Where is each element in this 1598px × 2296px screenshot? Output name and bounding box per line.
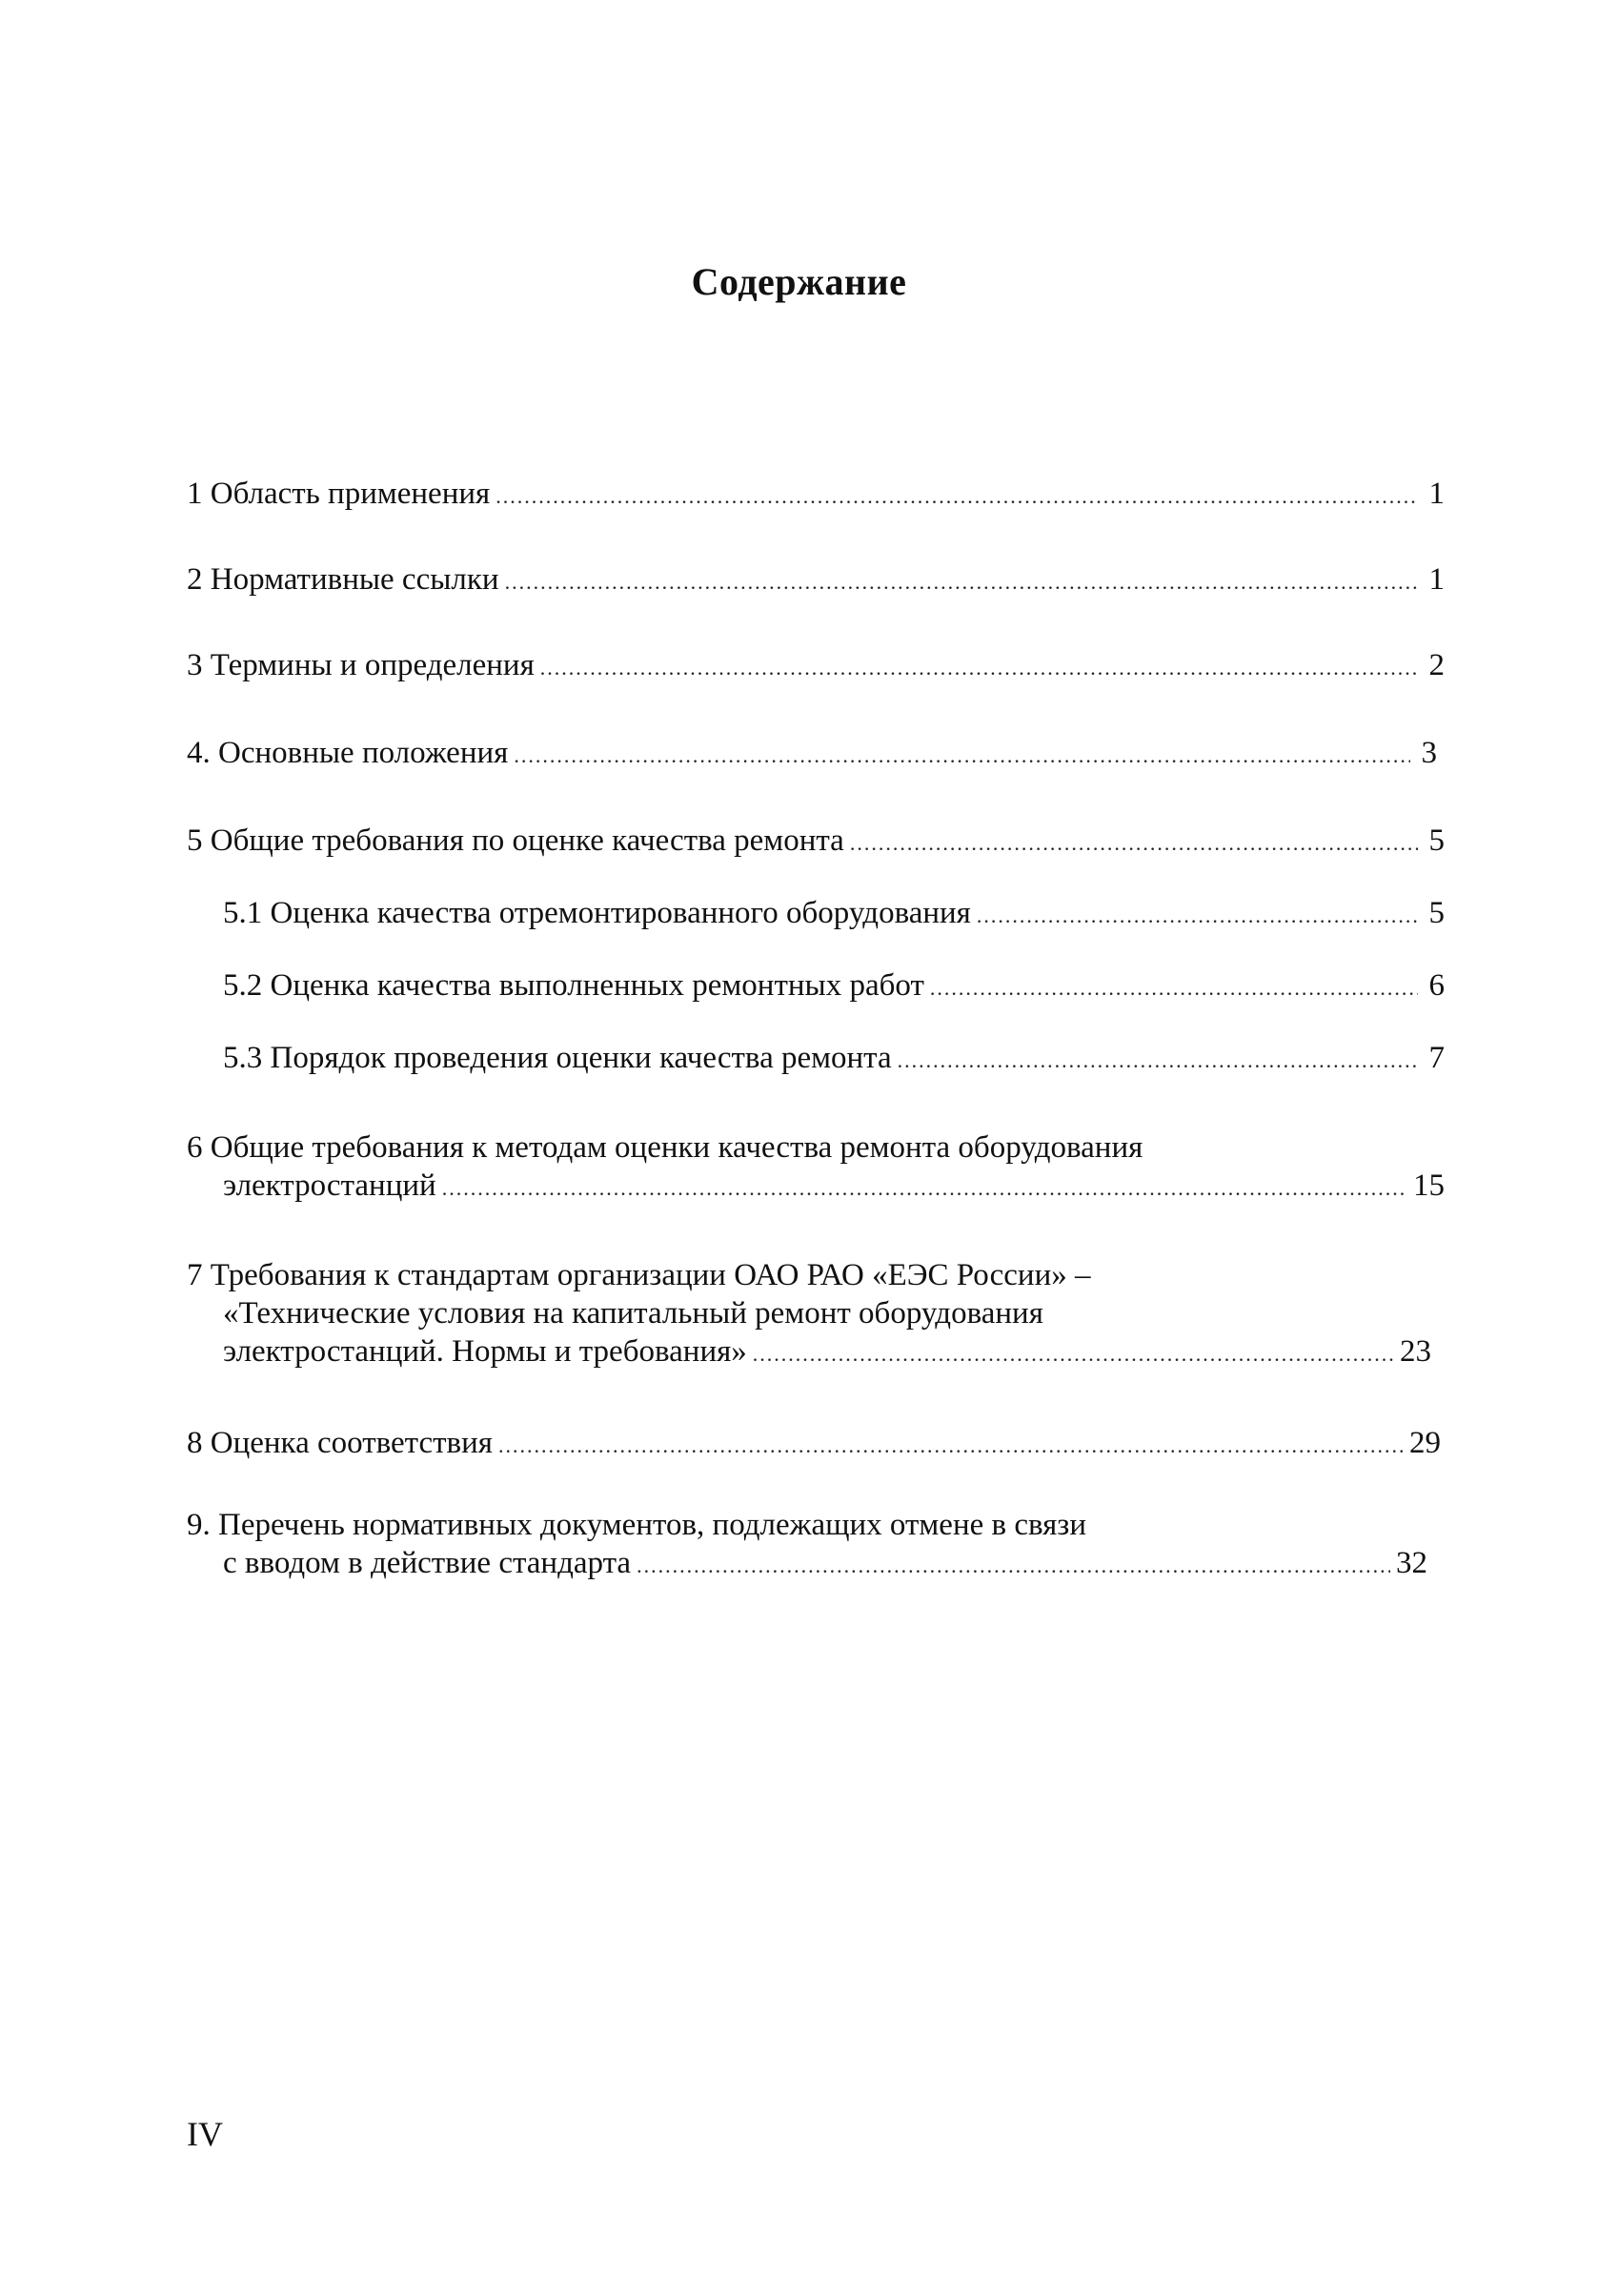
toc-entry[interactable] (187, 560, 1445, 601)
page-number-footer: IV (187, 2115, 223, 2153)
toc-subentry[interactable] (187, 894, 1445, 935)
toc-entry-title: 5.2 Оценка качества выполненных ремонтных работ (223, 968, 924, 1003)
dot-leader (977, 897, 1418, 935)
toc-page-number: 32 (1396, 1546, 1427, 1580)
toc-page-number: 3 (1421, 736, 1437, 770)
dot-leader (637, 1547, 1390, 1585)
toc-entry[interactable] (187, 475, 1445, 516)
toc-entry-title: электростанций. Нормы и требования» (223, 1334, 747, 1369)
toc-page-number: 6 (1428, 968, 1445, 1003)
page-title: Содержание (691, 260, 907, 303)
toc-subentry[interactable] (187, 1039, 1445, 1080)
toc-entry-title-line: 7 Требования к стандартам организации ОАО РАО «ЕЭС России» – (187, 1258, 1091, 1292)
dot-leader (442, 1169, 1407, 1208)
toc-entry-title: 1 Область применения (187, 477, 491, 511)
toc-page-number: 1 (1428, 562, 1445, 597)
toc-entry[interactable] (187, 734, 1437, 775)
toc-page-number: 29 (1409, 1426, 1441, 1460)
toc-entry-title: 5.1 Оценка качества отремонтированного оборудования (223, 896, 971, 930)
toc-page-number: 2 (1428, 648, 1445, 682)
toc-entry-title: 8 Оценка соответствия (187, 1426, 493, 1460)
toc-entry[interactable] (187, 1424, 1441, 1465)
toc-page-number: 1 (1428, 477, 1445, 511)
toc-entry[interactable] (187, 1256, 1431, 1373)
toc-entry-title-line: 9. Перечень нормативных документов, подлежащих отмене в связи (187, 1508, 1086, 1542)
toc-page-number: 15 (1413, 1168, 1445, 1203)
toc-entry[interactable] (187, 822, 1445, 863)
toc-entry[interactable] (187, 1128, 1445, 1208)
toc-entry-title: с вводом в действие стандарта (223, 1546, 632, 1580)
toc-entry-title: 5.3 Порядок проведения оценки качества ремонта (223, 1041, 892, 1075)
toc-entry-title-line: «Технические условия на капитальный ремонт оборудования (223, 1296, 1043, 1331)
dot-leader (753, 1335, 1394, 1373)
dot-leader (898, 1042, 1418, 1080)
toc-entry-title: 5 Общие требования по оценке качества ремонта (187, 823, 844, 858)
dot-leader (498, 1427, 1404, 1465)
toc-entry-title: 4. Основные положения (187, 736, 509, 770)
toc-entry-title: 2 Нормативные ссылки (187, 562, 499, 597)
toc-entry[interactable] (187, 1506, 1427, 1585)
toc-page-number: 5 (1428, 823, 1445, 858)
toc-entry[interactable] (187, 646, 1445, 687)
dot-leader (930, 969, 1418, 1007)
dot-leader (540, 649, 1418, 687)
toc-entry-title: 3 Термины и определения (187, 648, 535, 682)
dot-leader (850, 824, 1418, 863)
toc-entry-title: электростанций (223, 1168, 436, 1203)
toc-page-number: 5 (1428, 896, 1445, 930)
toc-entry-title-line: 6 Общие требования к методам оценки качества ремонта оборудования (187, 1130, 1143, 1165)
toc-page-number: 23 (1400, 1334, 1431, 1369)
toc-subentry[interactable] (187, 966, 1445, 1007)
dot-leader (496, 477, 1418, 516)
dot-leader (514, 737, 1410, 775)
dot-leader (505, 563, 1418, 601)
toc-page-number: 7 (1428, 1041, 1445, 1075)
